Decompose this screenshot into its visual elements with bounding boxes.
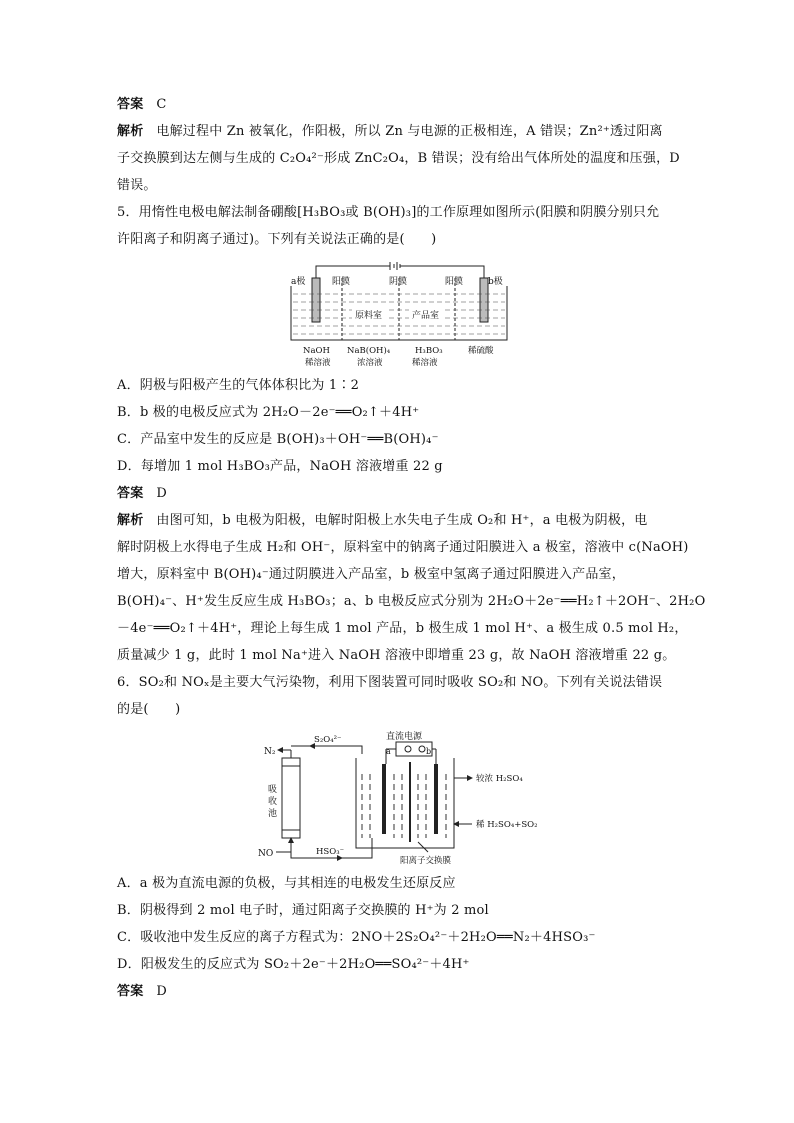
q6-absorption-diagram	[250, 730, 550, 868]
solution-label: 稀溶液	[305, 358, 331, 368]
answer-label: 答案	[117, 97, 144, 112]
q5-analysis-line: 解析 由图可知，b 电极为阳极，电解时阳极上水失电子生成 O₂和 H⁺，a 电极为阴极，电	[117, 513, 648, 528]
q5-analysis-line: －4e⁻══O₂↑＋4H⁺，理论上每生成 1 mol 产品，b 极生成 1 mol H⁺、a 极生成 0.5 mol H₂，	[117, 621, 688, 636]
q4-analysis-line: 解析 电解过程中 Zn 被氧化，作阳极，所以 Zn 与电源的正极相连，A 错误；Zn²⁺透过阳离	[117, 124, 663, 139]
membrane-label: 阳膜	[445, 277, 464, 287]
outlet-label: 较浓 H₂SO₄	[476, 774, 523, 784]
solution-label: 浓溶液	[357, 358, 383, 368]
q5-stem-line: 5．用惰性电极电解法制备硼酸[H₃BO₃或 B(OH)₃]的工作原理如图所示(阳膜和阴膜分别只允	[117, 205, 660, 220]
answer-value: D	[156, 486, 168, 501]
q6-option-a: A．a 极为直流电源的负极，与其相连的电极发生还原反应	[117, 876, 456, 891]
terminal-b: b	[426, 747, 432, 756]
product-chamber-label: 产品室	[412, 311, 440, 321]
absorber-label: 收	[268, 797, 278, 807]
absorber-label: 池	[268, 809, 278, 819]
q6-answer	[117, 982, 677, 1002]
q6-stem-line: 6．SO₂和 NOₓ是主要大气污染物，利用下图装置可同时吸收 SO₂和 NO。下列有关说法错误	[117, 675, 663, 690]
q5-analysis-line: 质量减少 1 g，此时 1 mol Na⁺进入 NaOH 溶液中即增重 23 g，故 NaOH 溶液增重 22 g。	[117, 648, 676, 663]
answer-value: C	[156, 97, 167, 112]
raw-chamber-label: 原料室	[355, 311, 383, 321]
power-label: 直流电源	[386, 732, 423, 742]
q6-option-c: C．吸收池中发生反应的离子方程式为：2NO＋2S₂O₄²⁻＋2H₂O══N₂＋4HSO₃⁻	[117, 930, 596, 945]
inlet-label: 稀 H₂SO₄+SO₂	[476, 820, 538, 830]
membrane-label: 阳离子交换膜	[400, 856, 452, 866]
q4-analysis-line: 错误。	[117, 178, 157, 193]
q5-option-d: D．每增加 1 mol H₃BO₃产品，NaOH 溶液增重 22 g	[117, 459, 443, 474]
solution-label: NaB(OH)₄	[347, 346, 391, 356]
terminal-a: a	[386, 747, 391, 756]
q5-analysis-line: 解时阴极上水得电子生成 H₂和 OH⁻，原料室中的钠离子通过阳膜进入 a 极室，溶液中 c(NaOH)	[117, 540, 689, 555]
absorber-label: 吸	[268, 785, 278, 795]
solution-label: 稀溶液	[412, 358, 438, 368]
q5-electrolysis-diagram	[285, 258, 515, 370]
q4-answer	[117, 95, 677, 115]
q5-option-a: A．阴极与阳极产生的气体体积比为 1∶2	[117, 378, 360, 393]
solution-label: H₃BO₃	[415, 346, 443, 356]
b-electrode-label: b极	[488, 277, 503, 287]
answer-label: 答案	[117, 486, 144, 501]
hso3-label: HSO₃⁻	[316, 847, 345, 857]
q6-option-d: D．阳极发生的反应式为 SO₂＋2e⁻＋2H₂O══SO₄²⁻＋4H⁺	[117, 957, 470, 972]
q5-analysis-line: 增大，原料室中 B(OH)₄⁻通过阴膜进入产品室，b 极室中氢离子通过阳膜进入产品室，	[117, 567, 625, 582]
no-label: NO	[258, 849, 274, 859]
a-electrode-label: a极	[291, 277, 306, 287]
q6-option-b: B．阴极得到 2 mol 电子时，通过阳离子交换膜的 H⁺为 2 mol	[117, 903, 489, 918]
q5-answer	[117, 484, 677, 504]
s2o4-label: S₂O₄²⁻	[314, 735, 342, 745]
analysis-label: 解析	[117, 513, 144, 528]
q5-stem-line: 许阳离子和阴离子通过)。下列有关说法正确的是( )	[117, 232, 437, 247]
answer-value: D	[156, 984, 168, 999]
membrane-label: 阳膜	[332, 277, 351, 287]
solution-label: NaOH	[303, 346, 330, 356]
solution-label: 稀硫酸	[468, 346, 494, 356]
q5-option-b: B．b 极的电极反应式为 2H₂O－2e⁻══O₂↑＋4H⁺	[117, 405, 420, 420]
n2-label: N₂	[264, 747, 276, 757]
membrane-label: 阴膜	[389, 277, 408, 287]
q5-option-c: C．产品室中发生的反应是 B(OH)₃＋OH⁻══B(OH)₄⁻	[117, 432, 439, 447]
analysis-label: 解析	[117, 124, 144, 139]
q4-analysis-line: 子交换膜到达左侧与生成的 C₂O₄²⁻形成 ZnC₂O₄，B 错误；没有给出气体所处的温度和压强，D	[117, 151, 680, 166]
answer-label: 答案	[117, 984, 144, 999]
q5-analysis-line: B(OH)₄⁻、H⁺发生反应生成 H₃BO₃；a、b 电极反应式分别为 2H₂O＋2e⁻══H₂↑＋2OH⁻、2H₂O	[117, 594, 706, 609]
q6-stem-line: 的是( )	[117, 702, 181, 717]
